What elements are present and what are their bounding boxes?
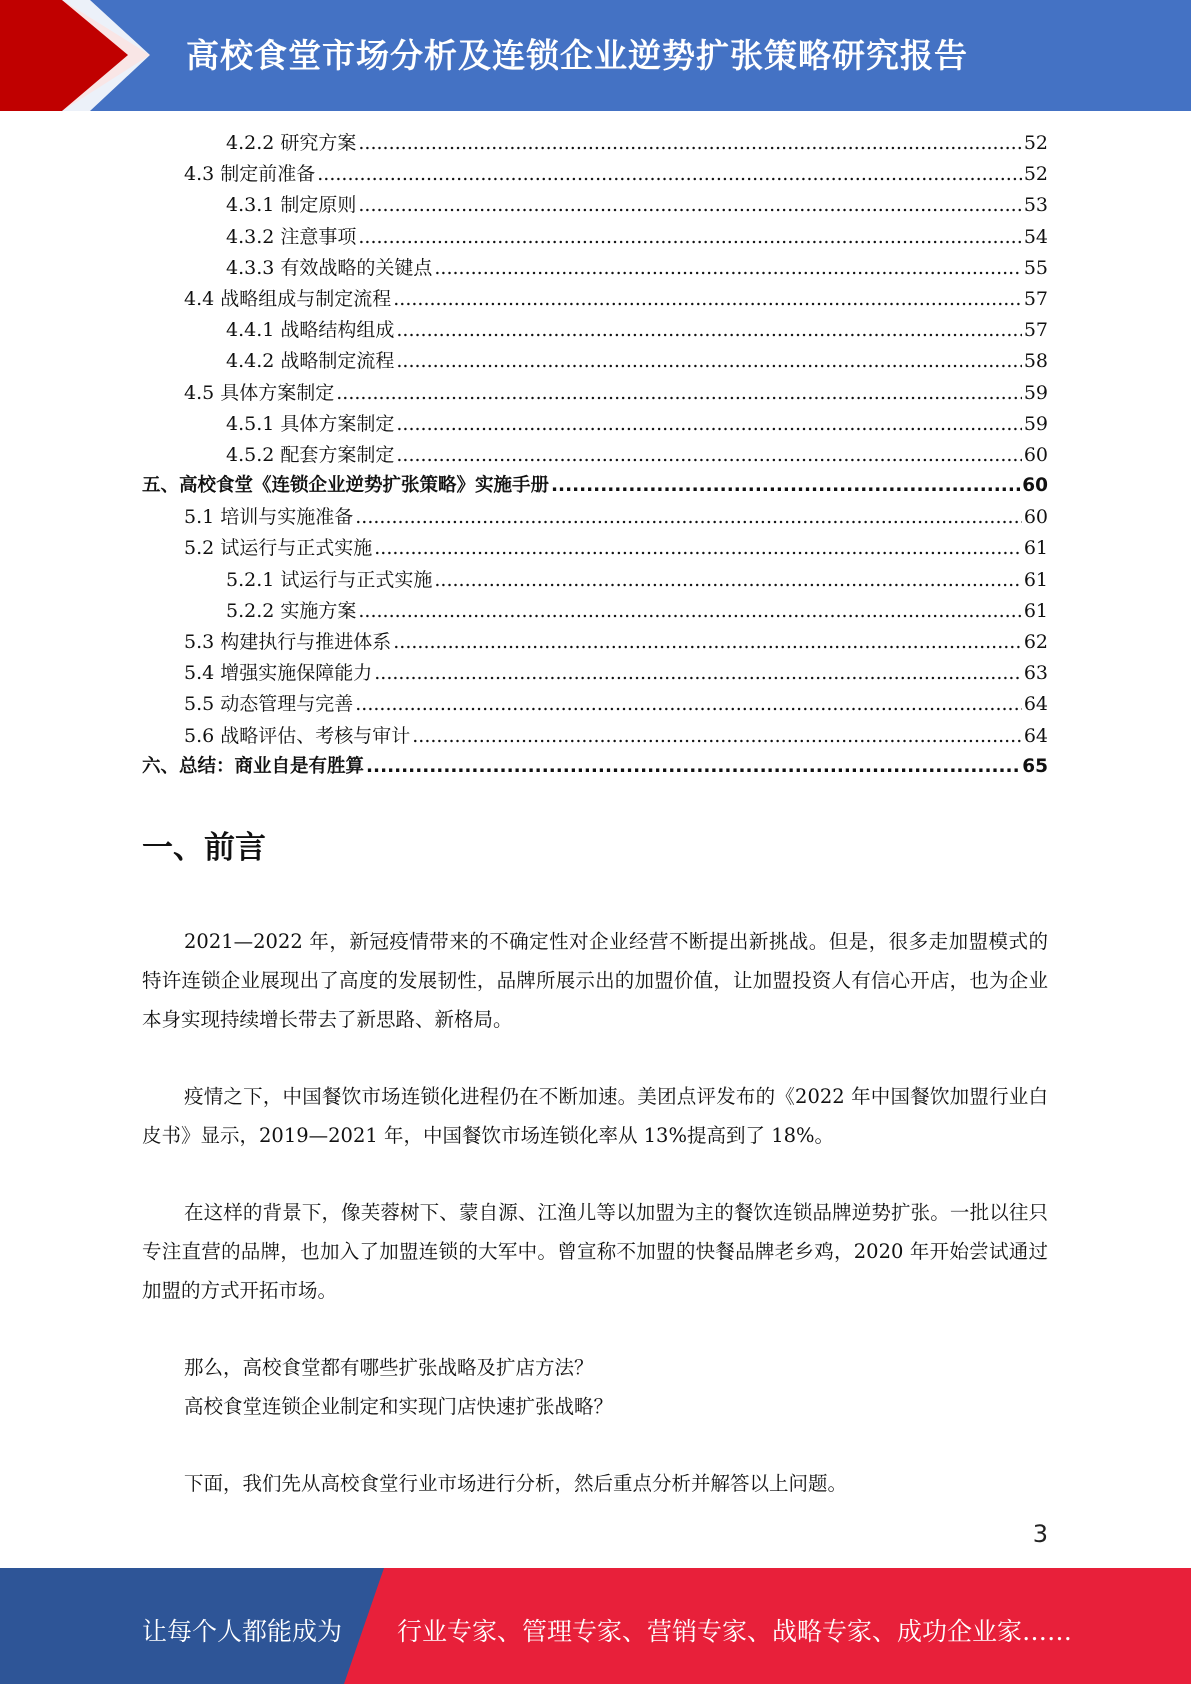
toc-entry-label: 五、高校食堂《连锁企业逆势扩张策略》实施手册 [142, 475, 550, 497]
toc-leader-dots [355, 506, 1022, 528]
toc-leader-dots [434, 257, 1021, 279]
toc-leader-dots [355, 693, 1022, 715]
toc-entry-row[interactable] [142, 190, 1048, 221]
toc-entry-label: 5.3 构建执行与推进体系 [184, 631, 392, 653]
toc-leader-dots [396, 413, 1021, 435]
toc-entry-row[interactable] [142, 222, 1048, 253]
toc-entry-label: 4.5.2 配套方案制定 [226, 443, 395, 466]
toc-entry-row[interactable] [142, 627, 1048, 658]
toc-leader-dots [366, 756, 1020, 777]
toc-page-number: 59 [1023, 381, 1048, 404]
toc-leader-dots [374, 662, 1022, 684]
page-number: 3 [1032, 1520, 1048, 1548]
toc-entry-row[interactable] [142, 596, 1048, 627]
toc-leader-dots [551, 475, 1020, 496]
toc-page-number: 58 [1023, 350, 1048, 373]
toc-entry-label: 4.2.2 研究方案 [226, 132, 357, 154]
toc-chapter-row[interactable] [142, 752, 1048, 783]
toc-entry-row[interactable] [142, 689, 1048, 720]
paragraph: 在这样的背景下，像芙蓉树下、蒙自源、江渔儿等以加盟为主的餐饮连锁品牌逆势扩张。一批以往只专注直营的品牌，也加入了加盟连锁的大军中。曾宣称不加盟的快餐品牌老乡鸡，2020 年开始尝试通过加盟的方式开拓市场。 [142, 1201, 1048, 1302]
toc-entry-label: 4.4.1 战略结构组成 [226, 319, 395, 342]
toc-entry-label: 5.1 培训与实施准备 [184, 506, 354, 529]
toc-page-number: 63 [1023, 662, 1048, 685]
question-paragraph: 高校食堂连锁企业制定和实现门店快速扩张战略？ [184, 1395, 614, 1418]
toc-entry-label: 5.4 增强实施保障能力 [184, 662, 373, 685]
toc-leader-dots [434, 569, 1021, 591]
toc-leader-dots [336, 382, 1022, 404]
toc-entry-row[interactable] [142, 159, 1048, 190]
toc-entry-label: 4.4.2 战略制定流程 [226, 350, 395, 373]
toc-entry-row[interactable] [142, 533, 1048, 564]
toc-leader-dots [396, 319, 1021, 341]
toc-page-number: 52 [1023, 163, 1048, 186]
toc-entry-row[interactable] [142, 409, 1048, 440]
toc-entry-label: 4.3.3 有效战略的关键点 [226, 256, 433, 279]
page-header [0, 0, 1191, 111]
toc-entry-label: 4.3 制定前准备 [184, 163, 316, 186]
toc-page-number: 60 [1023, 506, 1048, 529]
toc-entry-row[interactable] [142, 128, 1048, 159]
toc-entry-label: 4.5 具体方案制定 [184, 381, 335, 404]
toc-entry-row[interactable] [142, 502, 1048, 533]
toc-leader-dots [412, 725, 1022, 747]
toc-page-number: 54 [1023, 225, 1048, 248]
toc-page-number: 61 [1023, 599, 1048, 622]
section-body [142, 922, 1048, 1503]
toc-chapter-row[interactable] [142, 471, 1048, 502]
toc-page-number: 60 [1022, 475, 1048, 497]
section-heading: 一、前言 [142, 830, 266, 866]
paragraph: 疫情之下，中国餐饮市场连锁化进程仍在不断加速。美团点评发布的《2022 年中国餐饮加盟行业白皮书》显示，2019—2021 年，中国餐饮市场连锁化率从 13%提高到了 18%。 [142, 1085, 1048, 1147]
toc-entry-label: 4.4 战略组成与制定流程 [184, 287, 392, 310]
toc-entry-row[interactable] [142, 253, 1048, 284]
toc-page-number: 57 [1023, 287, 1048, 310]
toc-entry-label: 5.2 试运行与正式实施 [184, 537, 373, 560]
toc-leader-dots [358, 600, 1021, 622]
paragraph: 2021—2022 年，新冠疫情带来的不确定性对企业经营不断提出新挑战。但是，很多走加盟模式的特许连锁企业展现出了高度的发展韧性，品牌所展示出的加盟价值，让加盟投资人有信心开店，也为企业本身实现持续增长带去了新思路、新格局。 [142, 930, 1048, 1031]
header-arrow-decoration [0, 0, 160, 111]
toc-leader-dots [396, 444, 1021, 466]
closing-paragraph: 下面，我们先从高校食堂行业市场进行分析，然后重点分析并解答以上问题。 [184, 1472, 848, 1495]
toc-entry-label: 5.2.2 实施方案 [226, 599, 357, 622]
toc-page-number: 57 [1023, 319, 1048, 342]
footer-slogan-right: 行业专家、管理专家、营销专家、战略专家、成功企业家…… [397, 1617, 1073, 1646]
toc-entry-row[interactable] [142, 346, 1048, 377]
toc-page-number: 62 [1023, 631, 1048, 653]
toc-leader-dots [396, 350, 1021, 372]
toc-entry-row[interactable] [142, 658, 1048, 689]
toc-entry-row[interactable] [142, 565, 1048, 596]
toc-entry-row[interactable] [142, 315, 1048, 346]
toc-page-number: 65 [1022, 755, 1048, 777]
toc-entry-row[interactable] [142, 440, 1048, 471]
toc-leader-dots [358, 194, 1021, 216]
toc-page-number: 59 [1023, 412, 1048, 435]
toc-page-number: 60 [1023, 443, 1048, 466]
footer-slogan-left: 让每个人都能成为 [142, 1617, 343, 1646]
toc-leader-dots [317, 163, 1022, 185]
toc-page-number: 64 [1023, 693, 1048, 716]
toc-leader-dots [393, 288, 1022, 310]
toc-page-number: 55 [1023, 256, 1048, 279]
toc-entry-label: 5.5 动态管理与完善 [184, 693, 354, 716]
toc-leader-dots [374, 537, 1022, 559]
toc-leader-dots [358, 226, 1021, 248]
toc-entry-row[interactable] [142, 378, 1048, 409]
toc-leader-dots [393, 631, 1022, 653]
toc-entry-row[interactable] [142, 721, 1048, 752]
toc-entry-label: 六、总结：商业自是有胜算 [142, 755, 365, 777]
toc-page-number: 61 [1023, 537, 1048, 560]
toc-entry-row[interactable] [142, 284, 1048, 315]
toc-entry-label: 4.3.1 制定原则 [226, 194, 357, 217]
toc-entry-label: 5.2.1 试运行与正式实施 [226, 568, 433, 591]
question-paragraph: 那么，高校食堂都有哪些扩张战略及扩店方法？ [184, 1356, 594, 1379]
table-of-contents [142, 128, 1048, 783]
toc-page-number: 61 [1023, 568, 1048, 591]
toc-entry-label: 4.3.2 注意事项 [226, 225, 357, 248]
toc-page-number: 53 [1023, 194, 1048, 217]
toc-leader-dots [358, 132, 1021, 154]
toc-page-number: 64 [1023, 724, 1048, 747]
page-footer [0, 1568, 1191, 1684]
toc-entry-label: 5.6 战略评估、考核与审计 [184, 724, 411, 747]
header-title: 高校食堂市场分析及连锁企业逆势扩张策略研究报告 [186, 36, 968, 75]
toc-page-number: 52 [1023, 132, 1048, 154]
toc-entry-label: 4.5.1 具体方案制定 [226, 412, 395, 435]
